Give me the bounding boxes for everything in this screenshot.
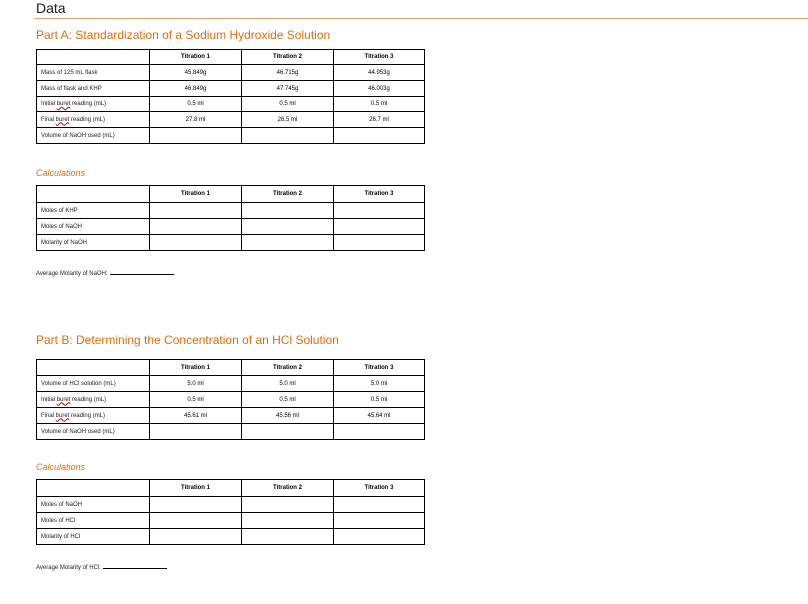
- table-cell[interactable]: [242, 513, 334, 529]
- table-row: [37, 81, 425, 97]
- title-divider: [34, 18, 808, 19]
- header-cell: Titration 3: [334, 480, 425, 497]
- table-cell[interactable]: [334, 424, 425, 440]
- table-cell[interactable]: [242, 424, 334, 440]
- table-cell[interactable]: [150, 513, 242, 529]
- row-label: Mass of 125 mL flask: [37, 65, 150, 81]
- table-cell[interactable]: [334, 235, 425, 251]
- table-row: [37, 376, 425, 392]
- average-label: Average Molarity of NaOH:: [36, 271, 108, 277]
- part-b-heading: Part B: Determining the Concentration of an HCl Solution: [36, 333, 339, 347]
- table-row: [37, 112, 425, 128]
- header-cell: [37, 186, 150, 203]
- table-cell[interactable]: [334, 497, 425, 513]
- table-row: [37, 235, 425, 251]
- row-label: [37, 392, 150, 408]
- average-blank[interactable]: [110, 269, 174, 275]
- table-cell[interactable]: 0.5 ml: [242, 97, 334, 112]
- header-cell: Titration 1: [150, 186, 242, 203]
- part-a-calculations-table: [36, 185, 425, 251]
- table-cell[interactable]: [242, 219, 334, 235]
- average-label: Average Molarity of HCl:: [36, 565, 101, 571]
- table-cell[interactable]: 0.5 ml: [242, 392, 334, 408]
- table-header-row: [37, 360, 425, 376]
- table-cell[interactable]: [334, 219, 425, 235]
- part-b-average-line: [36, 563, 167, 571]
- row-label: Volume of HCl solution (mL): [37, 376, 150, 392]
- header-cell: Titration 2: [242, 360, 334, 376]
- part-b-calculations-heading: Calculations: [36, 462, 86, 472]
- table-cell[interactable]: [242, 128, 334, 144]
- part-a-calculations-heading: Calculations: [36, 168, 86, 178]
- table-row: [37, 219, 425, 235]
- header-cell: Titration 3: [334, 50, 425, 65]
- table-cell[interactable]: 26.5 ml: [242, 112, 334, 128]
- part-b-data-table: [36, 359, 425, 440]
- header-cell: [37, 480, 150, 497]
- table-cell[interactable]: [150, 219, 242, 235]
- table-cell[interactable]: 46.003g: [334, 81, 425, 97]
- row-label: Moles of NaOH: [37, 219, 150, 235]
- header-cell: Titration 1: [150, 360, 242, 376]
- header-cell: [37, 360, 150, 376]
- row-label: Volume of NaOH used (mL): [37, 424, 150, 440]
- row-label: [37, 112, 150, 128]
- table-row: [37, 97, 425, 112]
- table-row: [37, 203, 425, 219]
- spellcheck-word: buret: [56, 101, 71, 107]
- header-cell: Titration 1: [150, 480, 242, 497]
- table-cell[interactable]: [150, 497, 242, 513]
- header-cell: Titration 1: [150, 50, 242, 65]
- spellcheck-word: buret: [55, 116, 70, 123]
- spellcheck-word: buret: [55, 412, 70, 419]
- header-cell: Titration 3: [334, 360, 425, 376]
- table-cell[interactable]: [334, 128, 425, 144]
- table-cell[interactable]: [334, 513, 425, 529]
- document-title: Data: [36, 0, 66, 16]
- row-label: Volume of NaOH used (mL): [37, 128, 150, 144]
- table-cell[interactable]: [242, 203, 334, 219]
- label-text: Final: [41, 412, 56, 419]
- part-b-calculations-table: [36, 479, 425, 545]
- table-cell[interactable]: [242, 497, 334, 513]
- table-cell[interactable]: 47.745g: [242, 81, 334, 97]
- part-a-average-line: [36, 269, 174, 277]
- table-header-row: [37, 50, 425, 65]
- label-text: Initial: [41, 101, 57, 107]
- average-blank[interactable]: [103, 563, 167, 569]
- table-row: [37, 424, 425, 440]
- table-cell[interactable]: 44.953g: [334, 65, 425, 81]
- table-cell[interactable]: [150, 424, 242, 440]
- row-label: Molarity of NaOH: [37, 235, 150, 251]
- table-header-row: [37, 480, 425, 497]
- table-cell[interactable]: 5.0 ml: [242, 376, 334, 392]
- table-cell[interactable]: [150, 235, 242, 251]
- table-cell[interactable]: 46.849g: [150, 81, 242, 97]
- header-cell: Titration 3: [334, 186, 425, 203]
- label-text: Final: [41, 116, 56, 123]
- table-row: [37, 65, 425, 81]
- table-cell[interactable]: 46.715g: [242, 65, 334, 81]
- row-label: Moles of NaOH: [37, 497, 150, 513]
- label-text: Initial: [41, 396, 57, 403]
- header-cell: Titration 2: [242, 480, 334, 497]
- table-cell[interactable]: 0.5 ml: [334, 392, 425, 408]
- table-row: [37, 513, 425, 529]
- part-a-data-table: [36, 49, 425, 144]
- row-label: Moles of KHP: [37, 203, 150, 219]
- row-label: Molarity of HCl: [37, 529, 150, 545]
- row-label: [37, 408, 150, 424]
- table-cell[interactable]: 0.5 ml: [150, 97, 242, 112]
- table-cell[interactable]: [334, 529, 425, 545]
- table-cell[interactable]: 45.849g: [150, 65, 242, 81]
- row-label: [37, 97, 150, 112]
- table-cell[interactable]: [242, 529, 334, 545]
- table-cell[interactable]: [150, 203, 242, 219]
- table-cell[interactable]: 0.5 ml: [150, 392, 242, 408]
- header-cell: Titration 2: [242, 186, 334, 203]
- table-cell[interactable]: [334, 203, 425, 219]
- table-row: [37, 128, 425, 144]
- table-cell[interactable]: [242, 235, 334, 251]
- part-a-heading: Part A: Standardization of a Sodium Hydroxide Solution: [36, 28, 331, 42]
- table-row: [37, 392, 425, 408]
- spellcheck-word: buret: [56, 396, 71, 403]
- table-cell[interactable]: 45.64 ml: [334, 408, 425, 424]
- label-text: reading (mL): [70, 396, 107, 403]
- header-cell: [37, 50, 150, 65]
- header-cell: Titration 2: [242, 50, 334, 65]
- table-cell[interactable]: 45.61 ml: [150, 408, 242, 424]
- label-text: reading (mL): [69, 412, 106, 419]
- table-cell[interactable]: 26.7 ml: [334, 112, 425, 128]
- table-row: [37, 497, 425, 513]
- row-label: Moles of HCl: [37, 513, 150, 529]
- table-cell[interactable]: [150, 128, 242, 144]
- table-header-row: [37, 186, 425, 203]
- table-cell[interactable]: 5.0 ml: [334, 376, 425, 392]
- table-cell[interactable]: 0.5 ml: [334, 97, 425, 112]
- table-cell[interactable]: [150, 529, 242, 545]
- table-cell[interactable]: 27.8 ml: [150, 112, 242, 128]
- row-label: Mass of flask and KHP: [37, 81, 150, 97]
- table-row: [37, 529, 425, 545]
- label-text: reading (mL): [69, 116, 106, 123]
- table-row: [37, 408, 425, 424]
- table-cell[interactable]: 45.56 ml: [242, 408, 334, 424]
- table-cell[interactable]: 5.0 ml: [150, 376, 242, 392]
- label-text: reading (mL): [70, 101, 107, 107]
